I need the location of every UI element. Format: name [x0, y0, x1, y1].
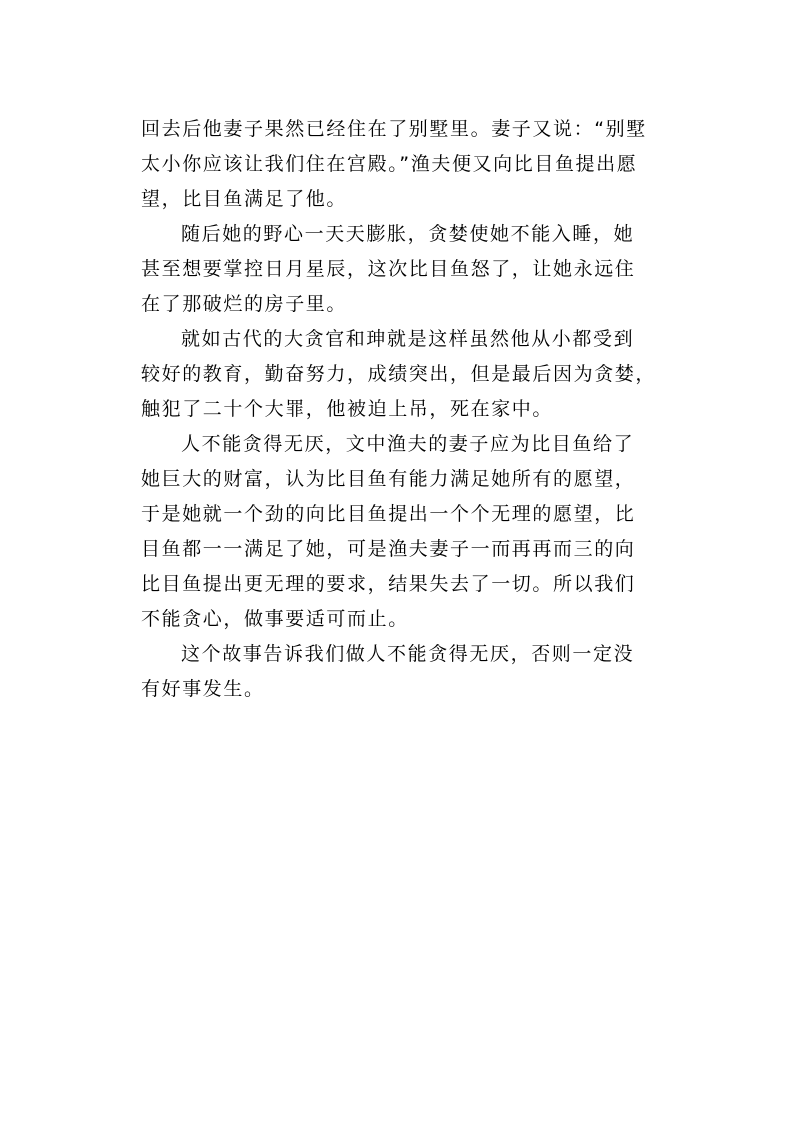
paragraph-4 [141, 427, 671, 637]
paragraph-line: 甚至想要掌控日月星辰，这次比目鱼怒了，让她永远住 [141, 258, 636, 280]
paragraph-line: 较好的教育，勤奋努力，成绩突出，但是最后因为贪婪， [141, 363, 657, 385]
paragraph-line: 人不能贪得无厌，文中渔夫的妻子应为比目鱼给了 [181, 433, 635, 455]
paragraph-5 [141, 637, 671, 707]
paragraph-line: 回去后他妻子果然已经住在了别墅里。妻子又说：“别墅 [141, 118, 647, 140]
paragraph-3 [141, 322, 671, 427]
paragraph-line: 触犯了二十个大罪，他被迫上吊，死在家中。 [141, 398, 554, 420]
paragraph-line: 于是她就一个劲的向比目鱼提出一个个无理的愿望，比 [141, 503, 636, 525]
paragraph-1 [141, 112, 671, 217]
document-body [141, 112, 671, 707]
paragraph-line: 有好事发生。 [141, 678, 265, 700]
paragraph-line: 她巨大的财富，认为比目鱼有能力满足她所有的愿望， [141, 468, 636, 490]
paragraph-line: 随后她的野心一天天膨胀，贪婪使她不能入睡，她 [181, 223, 635, 245]
paragraph-line: 在了那破烂的房子里。 [141, 293, 348, 315]
paragraph-line: 不能贪心，做事要适可而止。 [141, 608, 409, 630]
paragraph-line: 太小你应该让我们住在宫殿。”渔夫便又向比目鱼提出愿 [141, 153, 638, 175]
paragraph-line: 比目鱼提出更无理的要求，结果失去了一切。所以我们 [141, 573, 636, 595]
paragraph-line: 就如古代的大贪官和珅就是这样虽然他从小都受到 [181, 328, 635, 350]
paragraph-2 [141, 217, 671, 322]
paragraph-line: 望，比目鱼满足了他。 [141, 188, 348, 210]
paragraph-line: 目鱼都一一满足了她，可是渔夫妻子一而再再而三的向 [141, 538, 636, 560]
paragraph-line: 这个故事告诉我们做人不能贪得无厌，否则一定没 [181, 643, 635, 665]
